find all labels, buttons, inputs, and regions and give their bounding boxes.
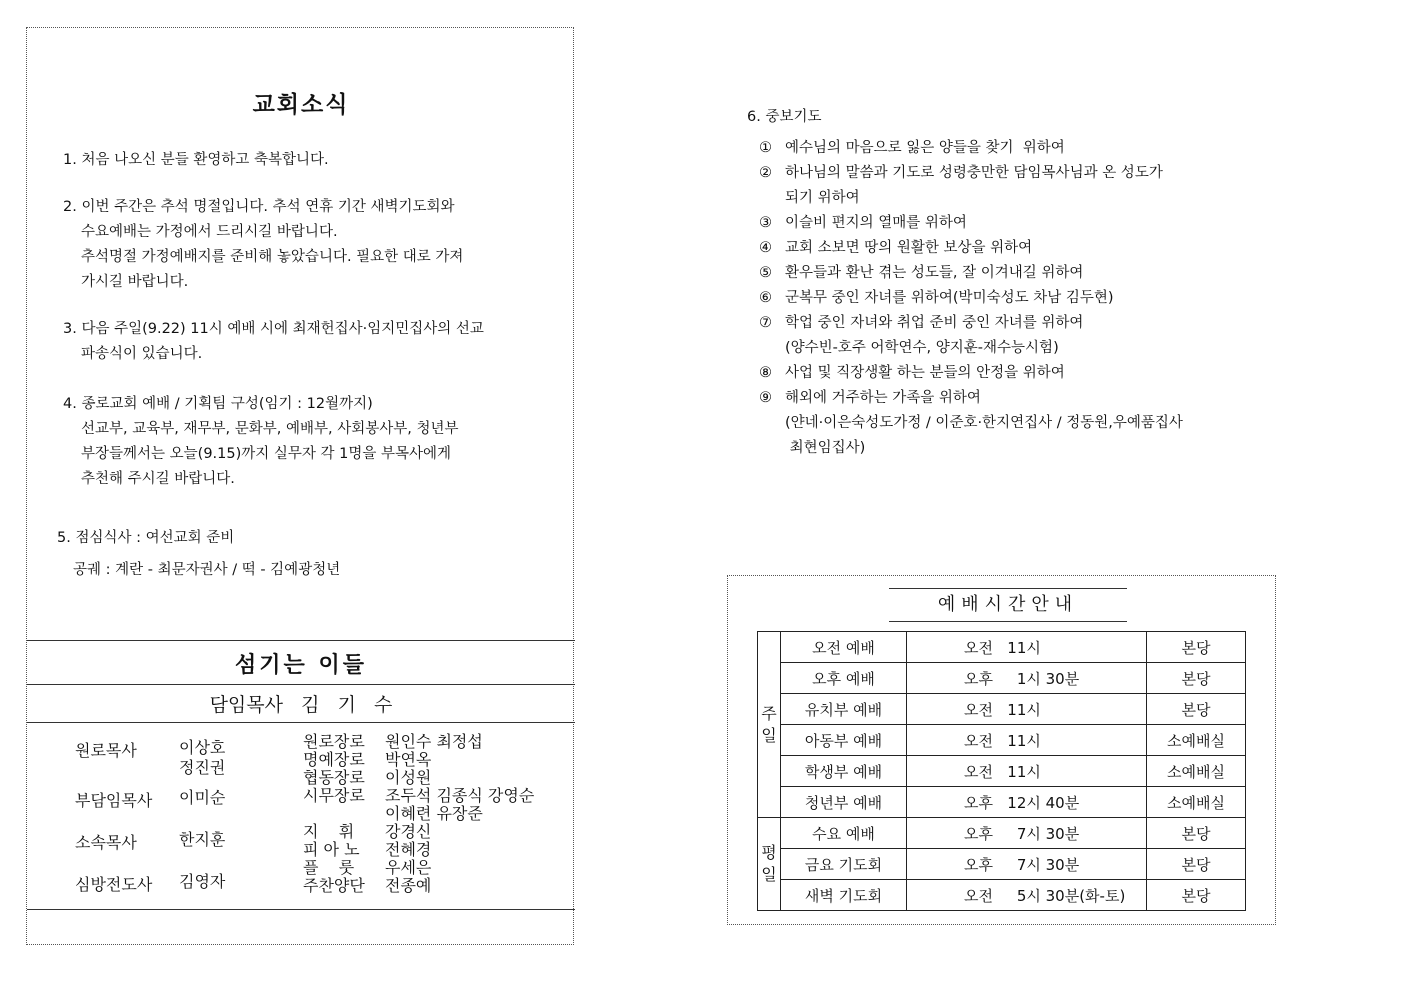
service-time: 오전 11시 (907, 756, 1147, 787)
service-place: 본당 (1147, 818, 1246, 849)
elder-names: 원인수 최정섭 (385, 732, 483, 751)
service-place: 본당 (1147, 849, 1246, 880)
prayer-text (785, 236, 1032, 261)
news-line: 1. 처음 나오신 분들 환영하고 축복합니다. (63, 152, 329, 168)
prayer-line: 예수님의 마음으로 잃은 양들을 찾기 위하여 (785, 140, 1065, 156)
prayer-line: 하나님의 말씀과 기도로 성령충만한 담임목사님과 온 성도가 (785, 165, 1163, 181)
service-row (758, 725, 1246, 756)
elder-names: 강경신 (385, 822, 432, 841)
prayer-text (785, 261, 1083, 286)
service-group-label (758, 632, 781, 818)
staff-names (179, 788, 225, 808)
prayer-text (785, 286, 1114, 311)
elder-row (303, 787, 534, 805)
prayer-line: 최현임집사) (785, 440, 866, 456)
service-group-char: 일 (761, 865, 777, 884)
prayer-text (785, 211, 967, 236)
elder-row (303, 877, 534, 895)
service-time: 오전 11시 (907, 632, 1147, 663)
service-group-char: 일 (761, 725, 777, 745)
bulletin-left-panel (26, 27, 574, 945)
elder-row (303, 841, 534, 859)
news-line: 수요예배는 가정에서 드리시길 바랍니다. (81, 224, 338, 240)
elder-names: 박연옥 (385, 750, 432, 769)
elder-role: 시무장로 (303, 786, 365, 805)
senior-pastor: 담임목사 김 기 수 (209, 694, 393, 716)
prayer-text (785, 311, 1083, 361)
staff-names (179, 872, 225, 892)
service-time: 오전 5시 30분(화-토) (907, 880, 1147, 911)
prayer-item (747, 161, 1183, 211)
service-place: 소예배실 (1147, 756, 1246, 787)
elder-names: 이혜련 유장준 (385, 804, 483, 823)
prayer-item (747, 136, 1183, 161)
prayer-line: 해외에 거주하는 가족을 위하여 (785, 390, 981, 406)
elders-list (303, 733, 534, 895)
service-times-panel (727, 575, 1276, 925)
news-item (63, 392, 563, 492)
staff-name: 정진권 (179, 758, 226, 777)
staff-role: 심방전도사 (75, 875, 153, 894)
staff-names (179, 738, 225, 778)
news-line: 2. 이번 주간은 추석 명절입니다. 추석 연휴 기간 새벽기도회와 (63, 199, 455, 215)
elder-names: 조두석 김종식 강영순 (385, 786, 535, 805)
prayer-text (785, 386, 1183, 461)
elder-role: 원로장로 (303, 732, 365, 751)
news-title: 교회소식 (252, 92, 350, 118)
service-row (758, 818, 1246, 849)
staff-name: 이미순 (179, 788, 226, 807)
prayer-line: 군복무 중인 자녀를 위하여(박미숙성도 차남 김두현) (785, 290, 1114, 306)
prayer-line: 이슬비 편지의 열매를 위하여 (785, 215, 967, 231)
elder-row (303, 751, 534, 769)
lunch-detail: 공궤 : 계란 - 최문자권사 / 떡 - 김예광청년 (73, 562, 341, 578)
staff-role: 소속목사 (75, 833, 137, 852)
service-name: 오전 예배 (781, 632, 907, 663)
staff-names (179, 830, 225, 850)
elder-names: 이성원 (385, 768, 432, 787)
prayer-item (747, 386, 1183, 461)
service-time: 오후 7시 30분 (907, 818, 1147, 849)
elder-names: 전혜경 (385, 840, 432, 859)
prayer-line: 사업 및 직장생활 하는 분들의 안정을 위하여 (785, 365, 1065, 381)
elder-role: 협동장로 (303, 768, 365, 787)
staff-name: 이상호 (179, 738, 226, 757)
news-line: 3. 다음 주일(9.22) 11시 예배 시에 최재헌집사·임지민집사의 선교 (63, 321, 484, 337)
service-name: 금요 기도회 (781, 849, 907, 880)
service-name: 유치부 예배 (781, 694, 907, 725)
prayer-number: ⑦ (759, 315, 772, 331)
news-line: 4. 종로교회 예배 / 기획팀 구성(임기 : 12월까지) (63, 396, 373, 412)
service-group-char: 평 (761, 843, 777, 862)
elder-role (303, 805, 385, 823)
service-name: 오후 예배 (781, 663, 907, 694)
service-place: 소예배실 (1147, 787, 1246, 818)
service-name: 학생부 예배 (781, 756, 907, 787)
prayer-item (747, 361, 1183, 386)
prayer-text (785, 161, 1163, 211)
staff-row (75, 872, 225, 895)
service-place: 소예배실 (1147, 725, 1246, 756)
elder-names: 우세은 (385, 858, 432, 877)
staff-row (75, 738, 225, 778)
prayer-line: 환우들과 환난 겪는 성도들, 잘 이겨내길 위하여 (785, 265, 1084, 281)
service-place: 본당 (1147, 880, 1246, 911)
prayer-item (747, 261, 1183, 286)
prayer-item (747, 286, 1183, 311)
service-place: 본당 (1147, 694, 1246, 725)
prayer-number: ① (759, 140, 772, 156)
service-name: 청년부 예배 (781, 787, 907, 818)
news-item (63, 195, 563, 295)
service-place: 본당 (1147, 663, 1246, 694)
news-line: 파송식이 있습니다. (81, 346, 203, 362)
elder-names: 전종예 (385, 876, 432, 895)
service-row (758, 849, 1246, 880)
staff-name: 한지훈 (179, 830, 226, 849)
staff-name: 김영자 (179, 872, 226, 891)
elder-row (303, 733, 534, 751)
service-time: 오후 12시 40분 (907, 787, 1147, 818)
service-times-title: 예배시간안내 (889, 588, 1127, 622)
prayer-number: ⑨ (759, 390, 772, 406)
service-name: 아동부 예배 (781, 725, 907, 756)
news-item (63, 317, 563, 367)
elder-role: 명예장로 (303, 750, 365, 769)
prayer-number: ② (759, 165, 772, 181)
prayer-line: 되기 위하여 (785, 190, 860, 206)
lunch-line: 5. 점심식사 : 여선교회 준비 (57, 530, 235, 546)
service-row (758, 756, 1246, 787)
prayer-line: (양수빈-호주 어학연수, 양지훈-재수능시험) (785, 340, 1059, 356)
prayer-number: ④ (759, 240, 772, 256)
elder-row (303, 769, 534, 787)
elder-role: 피 아 노 (303, 840, 360, 859)
news-line: 선교부, 교육부, 재무부, 문화부, 예배부, 사회봉사부, 청년부 (81, 421, 459, 437)
news-line: 추천해 주시길 바랍니다. (81, 471, 235, 487)
service-time: 오후 1시 30분 (907, 663, 1147, 694)
service-time: 오전 11시 (907, 725, 1147, 756)
elder-role: 주찬양단 (303, 876, 365, 895)
prayer-text (785, 136, 1065, 161)
staff-role: 원로목사 (75, 741, 137, 760)
staff-row (75, 788, 225, 811)
servers-title: 섬기는 이들 (235, 653, 367, 678)
prayer-line: 교회 소보면 땅의 원활한 보상을 위하여 (785, 240, 1033, 256)
news-line: 추석명절 가정예배지를 준비해 놓았습니다. 필요한 대로 가져 (81, 249, 464, 265)
elder-row (303, 805, 534, 823)
service-name: 수요 예배 (781, 818, 907, 849)
prayer-item (747, 311, 1183, 361)
news-list (63, 148, 563, 492)
prayer-title: 6. 중보기도 (747, 109, 822, 125)
elder-row (303, 859, 534, 877)
service-times-table (757, 631, 1246, 911)
divider (27, 640, 575, 641)
news-item (63, 148, 563, 173)
divider (27, 722, 575, 723)
service-place: 본당 (1147, 632, 1246, 663)
service-row (758, 787, 1246, 818)
service-row (758, 663, 1246, 694)
prayer-section (747, 106, 1183, 461)
divider (27, 909, 575, 910)
news-line: 부장들께서는 오늘(9.15)까지 실무자 각 1명을 부목사에게 (81, 446, 452, 462)
elder-row (303, 823, 534, 841)
service-row (758, 694, 1246, 725)
news-line: 가시길 바랍니다. (81, 274, 189, 290)
prayer-number: ⑤ (759, 265, 772, 281)
elder-role: 지 휘 (303, 822, 355, 841)
service-group-char: 주 (761, 703, 777, 723)
service-time: 오후 7시 30분 (907, 849, 1147, 880)
prayer-list (747, 136, 1183, 461)
service-row (758, 880, 1246, 911)
prayer-line: 학업 중인 자녀와 취업 준비 중인 자녀를 위하여 (785, 315, 1084, 331)
prayer-number: ③ (759, 215, 772, 231)
prayer-text (785, 361, 1065, 386)
service-name: 새벽 기도회 (781, 880, 907, 911)
prayer-item (747, 236, 1183, 261)
prayer-item (747, 211, 1183, 236)
service-group-label (758, 818, 781, 911)
staff-role: 부담임목사 (75, 791, 153, 810)
prayer-number: ⑥ (759, 290, 772, 306)
staff-row (75, 830, 225, 853)
service-time: 오전 11시 (907, 694, 1147, 725)
divider (27, 684, 575, 685)
lunch-notice (57, 522, 340, 586)
prayer-number: ⑧ (759, 365, 772, 381)
service-row (758, 632, 1246, 663)
elder-role: 플 룻 (303, 858, 355, 877)
prayer-line: (얀네·이은숙성도가정 / 이준호·한지연집사 / 정동원,우예품집사 (785, 415, 1183, 431)
